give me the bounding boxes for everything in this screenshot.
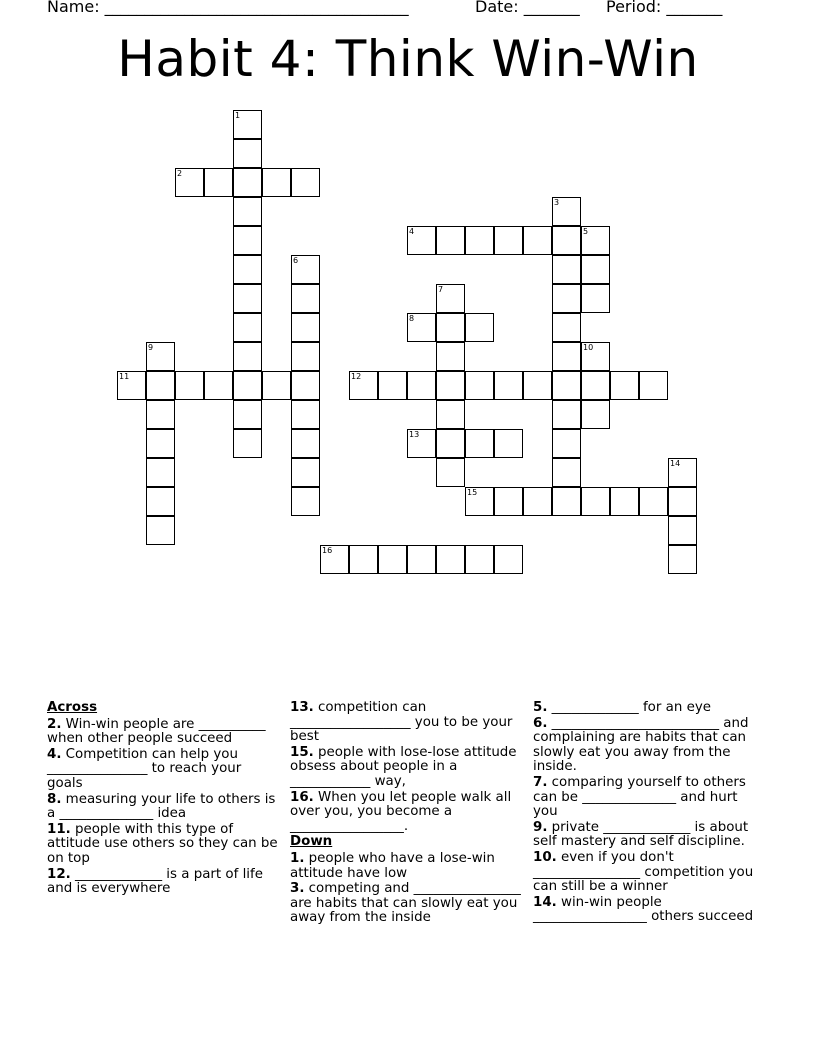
clue-number: 9 — [148, 343, 154, 352]
grid-cell[interactable] — [494, 226, 523, 255]
clue-number: 14. — [533, 894, 557, 910]
page-title: Habit 4: Think Win-Win — [117, 30, 699, 88]
grid-cell[interactable] — [233, 429, 262, 458]
clue-item: 5. _____________ for an eye — [533, 700, 711, 715]
grid-cell[interactable] — [668, 458, 697, 487]
grid-cell[interactable] — [233, 284, 262, 313]
grid-cell[interactable] — [552, 487, 581, 516]
clue-item: 2. Win-win people are __________ when other people succeed — [47, 716, 266, 747]
clue-number: 5. — [533, 700, 548, 715]
grid-cell[interactable] — [262, 371, 291, 400]
clue-number: 7. — [533, 774, 548, 790]
grid-cell[interactable] — [494, 371, 523, 400]
grid-cell[interactable] — [117, 371, 146, 400]
grid-cell[interactable] — [552, 458, 581, 487]
grid-cell[interactable] — [581, 226, 610, 255]
grid-cell[interactable] — [436, 458, 465, 487]
period-field[interactable]: Period: _______ — [606, 0, 723, 16]
grid-cell[interactable] — [349, 371, 378, 400]
grid-cell[interactable] — [320, 545, 349, 574]
grid-cell[interactable] — [465, 429, 494, 458]
clue-number: 3 — [554, 198, 560, 207]
grid-cell[interactable] — [552, 371, 581, 400]
grid-cell[interactable] — [146, 429, 175, 458]
grid-cell[interactable] — [610, 487, 639, 516]
clue-number: 1 — [235, 111, 241, 120]
grid-cell[interactable] — [291, 342, 320, 371]
grid-cell[interactable] — [552, 284, 581, 313]
grid-cell[interactable] — [233, 371, 262, 400]
clue-number: 4 — [409, 227, 415, 236]
grid-cell[interactable] — [523, 371, 552, 400]
grid-cell[interactable] — [291, 458, 320, 487]
clue-item: 10. even if you don't ________________ competition you can still be a winner — [533, 849, 754, 895]
clue-section-heading: Across — [47, 700, 98, 715]
grid-cell[interactable] — [291, 487, 320, 516]
clue-item: 13. competition can __________________ you to be your best — [290, 700, 513, 745]
grid-cell[interactable] — [523, 487, 552, 516]
clue-item: 9. private _____________ is about self mastery and self discipline. — [533, 819, 749, 850]
grid-cell[interactable] — [291, 284, 320, 313]
grid-cell[interactable] — [552, 429, 581, 458]
grid-cell[interactable] — [668, 516, 697, 545]
grid-cell[interactable] — [494, 487, 523, 516]
grid-cell[interactable] — [610, 371, 639, 400]
grid-cell[interactable] — [581, 342, 610, 371]
grid-cell[interactable] — [291, 168, 320, 197]
clue-item: 12. _____________ is a part of life and is everywhere — [47, 866, 263, 897]
clue-number: 10 — [583, 343, 594, 352]
grid-cell[interactable] — [146, 400, 175, 429]
grid-cell[interactable] — [378, 371, 407, 400]
clue-number: 9. — [533, 819, 548, 835]
clue-item: 7. comparing yourself to others can be ______________ and hurt you — [533, 774, 746, 820]
grid-cell[interactable] — [204, 168, 233, 197]
grid-cell[interactable] — [581, 487, 610, 516]
clue-number: 8. — [47, 791, 62, 807]
grid-cell[interactable] — [407, 429, 436, 458]
clue-item: 1. people who have a lose-win attitude have low — [290, 850, 495, 881]
grid-cell[interactable] — [291, 429, 320, 458]
grid-cell[interactable] — [349, 545, 378, 574]
clue-number: 15 — [467, 488, 478, 497]
grid-cell[interactable] — [668, 487, 697, 516]
grid-cell[interactable] — [494, 545, 523, 574]
grid-cell[interactable] — [175, 371, 204, 400]
grid-cell[interactable] — [233, 313, 262, 342]
grid-cell[interactable] — [436, 545, 465, 574]
grid-cell[interactable] — [552, 197, 581, 226]
grid-cell[interactable] — [233, 168, 262, 197]
clue-number: 5 — [583, 227, 589, 236]
clue-number: 3. — [290, 881, 305, 897]
clue-item: 8. measuring your life to others is a ______________ idea — [47, 791, 276, 822]
grid-cell[interactable] — [233, 197, 262, 226]
grid-cell[interactable] — [436, 371, 465, 400]
grid-cell[interactable] — [378, 545, 407, 574]
grid-cell[interactable] — [233, 110, 262, 139]
grid-cell[interactable] — [581, 284, 610, 313]
clue-number: 7 — [438, 285, 444, 294]
grid-cell[interactable] — [465, 545, 494, 574]
clue-number: 12 — [351, 372, 362, 381]
clue-number: 2. — [47, 716, 62, 732]
clue-column-2 — [290, 701, 522, 927]
grid-cell[interactable] — [436, 313, 465, 342]
grid-cell[interactable] — [436, 342, 465, 371]
date-field[interactable]: Date: _______ — [475, 0, 580, 16]
grid-cell[interactable] — [407, 371, 436, 400]
clue-number: 4. — [47, 746, 62, 762]
clue-item: 14. win-win people _________________ others succeed — [533, 894, 754, 925]
grid-cell[interactable] — [552, 255, 581, 284]
grid-cell[interactable] — [581, 255, 610, 284]
clue-item: 15. people with lose-lose attitude obsess about people in a ____________ way, — [290, 744, 517, 789]
grid-cell[interactable] — [146, 487, 175, 516]
grid-cell[interactable] — [465, 371, 494, 400]
grid-cell[interactable] — [175, 168, 204, 197]
grid-cell[interactable] — [581, 400, 610, 429]
grid-cell[interactable] — [146, 342, 175, 371]
clue-number: 16 — [322, 546, 333, 555]
clue-number: 2 — [177, 169, 183, 178]
clue-number: 13. — [290, 700, 314, 715]
grid-cell[interactable] — [523, 226, 552, 255]
clue-item: 6. _________________________ and complaining are habits that can slowly eat you away from the inside. — [533, 715, 749, 775]
grid-cell[interactable] — [233, 139, 262, 168]
clue-item: 3. competing and ________________ are habits that can slowly eat you away from the inside — [290, 881, 521, 926]
clue-column-3 — [533, 701, 765, 926]
grid-cell[interactable] — [291, 371, 320, 400]
clue-item: 11. people with this type of attitude use others so they can be on top — [47, 821, 278, 866]
grid-cell[interactable] — [407, 226, 436, 255]
grid-cell[interactable] — [465, 487, 494, 516]
grid-cell[interactable] — [552, 226, 581, 255]
grid-cell[interactable] — [494, 429, 523, 458]
grid-cell[interactable] — [291, 400, 320, 429]
clue-number: 8 — [409, 314, 415, 323]
grid-cell[interactable] — [552, 342, 581, 371]
clue-number: 15. — [290, 744, 314, 760]
clue-number: 1. — [290, 850, 305, 866]
grid-cell[interactable] — [639, 487, 668, 516]
grid-cell[interactable] — [262, 168, 291, 197]
clue-number: 13 — [409, 430, 420, 439]
grid-cell[interactable] — [436, 226, 465, 255]
grid-cell[interactable] — [581, 371, 610, 400]
clue-number: 6. — [533, 715, 548, 731]
name-field[interactable]: Name: ______________________________________ — [47, 0, 409, 16]
grid-cell[interactable] — [233, 400, 262, 429]
clue-number: 6 — [293, 256, 299, 265]
clue-number: 14 — [670, 459, 681, 468]
grid-cell[interactable] — [291, 255, 320, 284]
grid-cell[interactable] — [291, 313, 320, 342]
grid-cell[interactable] — [639, 371, 668, 400]
clue-number: 12. — [47, 866, 71, 882]
clue-number: 16. — [290, 789, 314, 805]
clue-column-1 — [47, 701, 279, 898]
grid-cell[interactable] — [436, 400, 465, 429]
grid-cell[interactable] — [146, 458, 175, 487]
grid-cell[interactable] — [233, 255, 262, 284]
grid-cell[interactable] — [146, 516, 175, 545]
grid-cell[interactable] — [204, 371, 233, 400]
clue-number: 11. — [47, 821, 71, 837]
clue-section-heading: Down — [290, 834, 333, 850]
grid-cell[interactable] — [407, 313, 436, 342]
clue-item: 16. When you let people walk all over you, you become a _________________. — [290, 789, 512, 834]
clue-item: 4. Competition can help you _______________ to reach your goals — [47, 746, 242, 791]
grid-cell[interactable] — [407, 545, 436, 574]
grid-cell[interactable] — [668, 545, 697, 574]
grid-cell[interactable] — [146, 371, 175, 400]
grid-cell[interactable] — [233, 226, 262, 255]
grid-cell[interactable] — [436, 284, 465, 313]
grid-cell[interactable] — [233, 342, 262, 371]
clue-number: 11 — [119, 372, 130, 381]
grid-cell[interactable] — [552, 400, 581, 429]
grid-cell[interactable] — [552, 313, 581, 342]
grid-cell[interactable] — [465, 226, 494, 255]
grid-cell[interactable] — [465, 313, 494, 342]
grid-cell[interactable] — [436, 429, 465, 458]
clue-number: 10. — [533, 849, 557, 865]
